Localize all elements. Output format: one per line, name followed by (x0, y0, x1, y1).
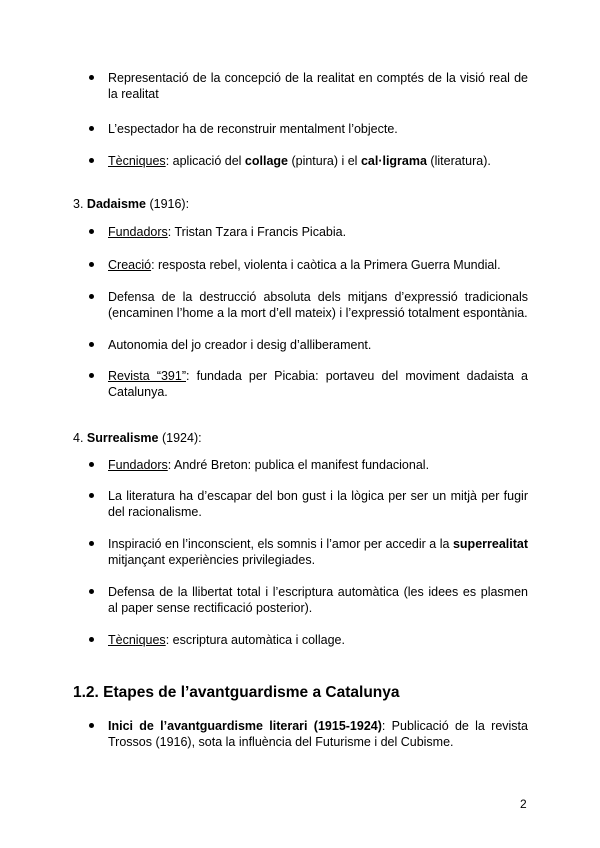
bullet-dot (89, 637, 94, 642)
bullet-dot (89, 262, 94, 267)
list-item (108, 337, 528, 353)
list-item (108, 121, 528, 137)
item-text: (pintura) i el (287, 154, 361, 168)
item-text: Defensa de la llibertat total i l’escriptura automàtica (les idees es plasmen al paper sense rectificació posterior). (108, 585, 528, 615)
bullet-dot (89, 493, 94, 498)
underlined-term: Tècniques (108, 633, 166, 647)
list-item (108, 289, 528, 321)
list-item (108, 536, 528, 568)
list-item (108, 488, 528, 520)
list-item (108, 457, 528, 473)
item-text: : aplicació del (165, 154, 245, 168)
page-number: 2 (520, 797, 527, 811)
item-text: Representació de la concepció de la realitat en comptés de la visió real de la realitat (108, 71, 528, 101)
item-text: : resposta rebel, violenta i caòtica a la Primera Guerra Mundial. (151, 258, 501, 272)
bullet-dot (89, 75, 94, 80)
item-text: : Tristan Tzara i Francis Picabia. (167, 225, 347, 239)
list-item (108, 70, 528, 102)
list-item (108, 257, 528, 273)
item-text: : André Breton: publica el manifest fundacional. (167, 458, 430, 472)
bullet-dot (89, 462, 94, 467)
section-year: (1916): (145, 197, 190, 211)
item-text: : fundada per Picabia: portaveu del moviment dadaista a Catalunya. (108, 369, 528, 399)
underlined-term: Revista “391” (108, 369, 186, 383)
underlined-term: Fundadors (108, 458, 168, 472)
bullet-dot (89, 723, 94, 728)
list-item (108, 584, 528, 616)
item-text: Inspiració en l’inconscient, els somnis i l’amor per accedir a la (108, 537, 453, 551)
bullet-dot (89, 229, 94, 234)
section-number: 4. (73, 431, 84, 445)
bullet-dot (89, 342, 94, 347)
bullet-dot (89, 158, 94, 163)
bullet-dot (89, 541, 94, 546)
item-text: mitjançant experiències privilegiades. (108, 553, 316, 567)
item-text: La literatura ha d’escapar del bon gust i la lògica per ser un mitjà per fugir del racionalisme. (108, 489, 528, 519)
bold-term: Inici de l’avantguardisme literari (1915-1924) (108, 719, 382, 733)
underlined-term: Fundadors (108, 225, 168, 239)
item-text: : escriptura automàtica i collage. (165, 633, 345, 647)
bullet-dot (89, 589, 94, 594)
bullet-dot (89, 126, 94, 131)
item-text: : Publicació de la revista Trossos (1916), sota la influència del Futurisme i del Cubisme. (108, 719, 528, 749)
bold-term: superrealitat (452, 537, 528, 551)
section-heading-surrealisme (73, 430, 202, 446)
section-name: Surrealisme (86, 431, 159, 445)
bullet-dot (89, 294, 94, 299)
item-text: Autonomia del jo creador i desig d’alliberament. (108, 338, 372, 352)
bold-term: cal·ligrama (360, 154, 427, 168)
subsection-heading: 1.2. Etapes de l’avantguardisme a Catalunya (73, 684, 400, 701)
item-text: L’espectador ha de reconstruir mentalment l’objecte. (108, 122, 398, 136)
list-item (108, 368, 528, 400)
list-item (108, 153, 528, 169)
item-text: Defensa de la destrucció absoluta dels mitjans d’expressió tradicionals (encaminen l’home a la mort d’ell mateix) i l’expressió totalment espontània. (108, 290, 528, 320)
section-name: Dadaisme (86, 197, 146, 211)
list-item (108, 632, 528, 648)
section-year: (1924): (158, 431, 202, 445)
list-item (108, 224, 528, 240)
list-item (108, 718, 528, 750)
section-heading-dadaisme (73, 196, 189, 212)
item-text: (literatura). (426, 154, 491, 168)
bold-term: collage (244, 154, 288, 168)
underlined-term: Creació (108, 258, 152, 272)
underlined-term: Tècniques (108, 154, 166, 168)
section-number: 3. (73, 197, 84, 211)
bullet-dot (89, 373, 94, 378)
